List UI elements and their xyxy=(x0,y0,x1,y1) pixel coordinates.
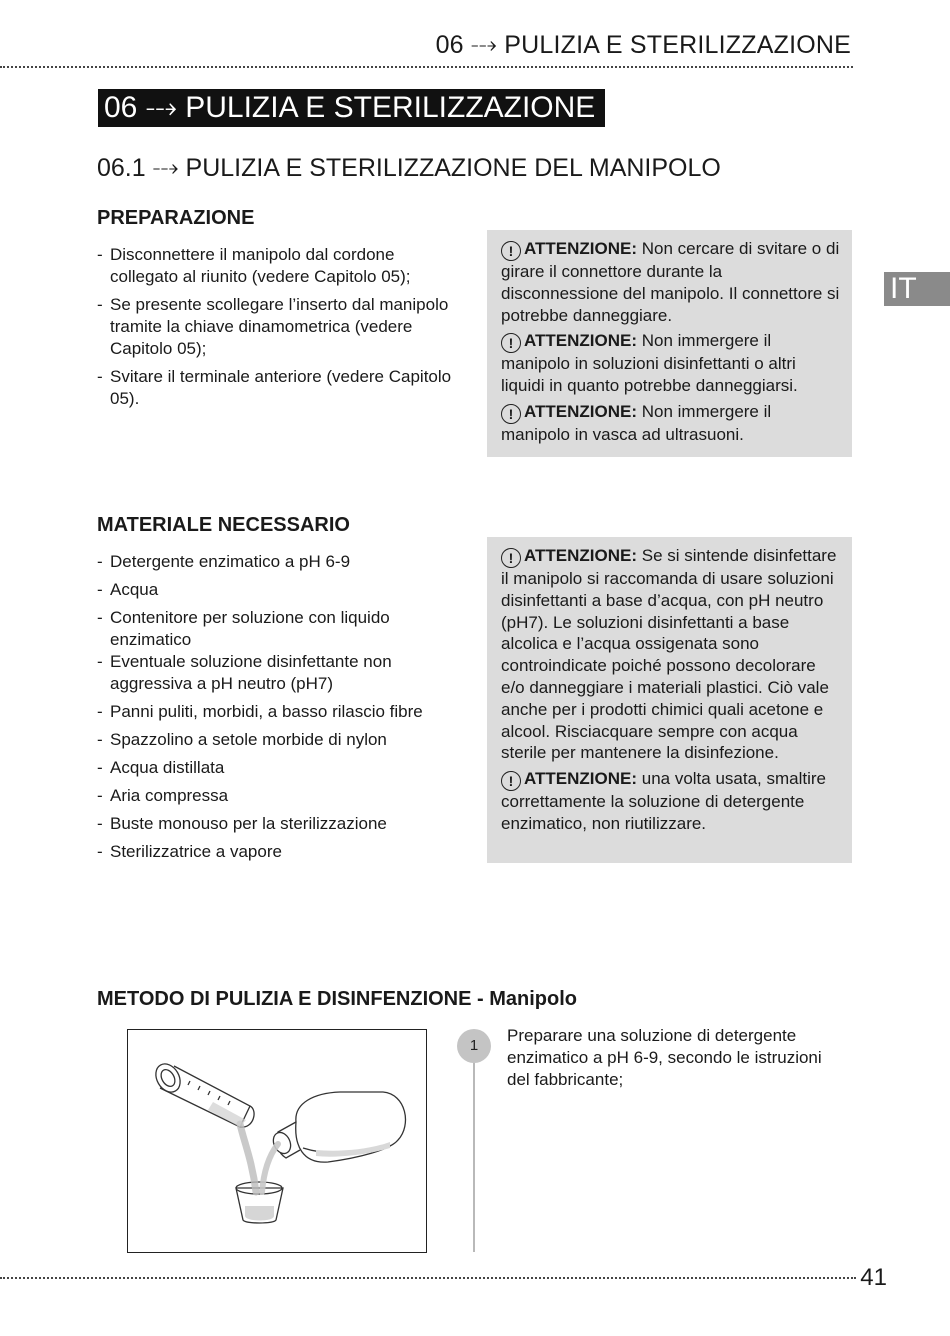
preparazione-warning-box xyxy=(487,230,852,457)
warning-text: Non immergere il manipolo in soluzioni disinfettanti o altri liquidi in quanto potrebbe danneggiarsi. xyxy=(501,331,798,396)
list-item: - Eventuale soluzione disinfettante non aggressiva a pH neutro (pH7) xyxy=(97,651,447,695)
subsection-title: 06.1 ⤏ PULIZIA E STERILIZZAZIONE DEL MANIPOLO xyxy=(97,154,721,182)
list-item: - Detergente enzimatico a pH 6-9 xyxy=(97,551,447,573)
footer-divider xyxy=(0,1277,856,1279)
warning-label: ATTENZIONE: xyxy=(524,239,638,258)
step-timeline xyxy=(473,1048,475,1252)
list-item: - Acqua distillata xyxy=(97,757,447,779)
warning-text: Non cercare di svitare o di girare il connettore durante la disconnessione del manipolo. Il connettore si potrebbe danneggiare. xyxy=(501,239,840,325)
warning-text: una volta usata, smaltire correttamente la soluzione di detergente enzimatico, non riutilizzare. xyxy=(501,769,826,833)
list-item: - Sterilizzatrice a vapore xyxy=(97,841,447,863)
exclamation-icon: ! xyxy=(501,771,521,791)
list-item: - Svitare il terminale anteriore (vedere Capitolo 05). xyxy=(97,366,467,410)
exclamation-icon: ! xyxy=(501,333,521,353)
warning-note xyxy=(501,545,840,764)
preparazione-list xyxy=(97,244,467,410)
warning-note xyxy=(501,238,840,326)
warning-note xyxy=(501,401,840,446)
warning-note xyxy=(501,330,840,397)
section-title: 06 ⤏ PULIZIA E STERILIZZAZIONE xyxy=(98,89,605,127)
step-text: Preparare una soluzione di detergente enzimatico a pH 6-9, secondo le istruzioni del fabbricante; xyxy=(507,1026,822,1089)
language-tab: IT xyxy=(884,272,950,306)
exclamation-icon: ! xyxy=(501,241,521,261)
list-item: - Spazzolino a setole morbide di nylon xyxy=(97,729,447,751)
materiale-warning-box xyxy=(487,537,852,863)
warning-text: Se si sintende disinfettare il manipolo si raccomanda di usare soluzioni disinfettanti a base d’acqua, con pH neutro (pH7). Le soluzioni disinfettanti a base alcolica e l’acqua ossigenata sono controindicate poiché possono decolorare e/o danneggiare i materiali plastici. Ciò vale anche per i prodotti chimici quali acetone e alcool. Risciacquare sempre con acqua sterile per mantenere la disinfezione. xyxy=(501,546,837,763)
warning-note xyxy=(501,768,840,835)
warning-label: ATTENZIONE: xyxy=(524,546,638,565)
list-item: - Panni puliti, morbidi, a basso rilascio fibre xyxy=(97,701,447,723)
warning-text: Non immergere il manipolo in vasca ad ultrasuoni. xyxy=(501,401,772,444)
header-divider xyxy=(0,66,853,68)
materiale-heading: MATERIALE NECESSARIO xyxy=(97,514,350,536)
exclamation-icon: ! xyxy=(501,548,521,568)
list-item: - Contenitore per soluzione con liquido enzimatico xyxy=(97,607,447,651)
preparazione-heading: PREPARAZIONE xyxy=(97,207,255,229)
list-item: - Buste monouso per la sterilizzazione xyxy=(97,813,447,835)
running-header-title: 06 ⤏ PULIZIA E STERILIZZAZIONE xyxy=(435,31,851,59)
list-item: - Disconnettere il manipolo dal cordone collegato al riunito (vedere Capitolo 05); xyxy=(97,244,467,288)
list-item: - Se presente scollegare l’inserto dal manipolo tramite la chiave dinamometrica (vedere Capitolo 05); xyxy=(97,294,467,360)
exclamation-icon: ! xyxy=(501,404,521,424)
pouring-illustration-svg xyxy=(128,1030,426,1252)
materiale-list xyxy=(97,551,447,863)
warning-label: ATTENZIONE: xyxy=(524,769,638,789)
step-number-badge: 1 xyxy=(457,1029,491,1063)
illustration-pouring-solution xyxy=(127,1029,427,1253)
warning-label: ATTENZIONE: xyxy=(524,401,638,421)
list-item: - Aria compressa xyxy=(97,785,447,807)
warning-label: ATTENZIONE: xyxy=(524,331,638,351)
page-number: 41 xyxy=(860,1264,887,1291)
list-item: - Acqua xyxy=(97,579,447,601)
metodo-heading: METODO DI PULIZIA E DISINFENZIONE - Manipolo xyxy=(97,988,577,1010)
